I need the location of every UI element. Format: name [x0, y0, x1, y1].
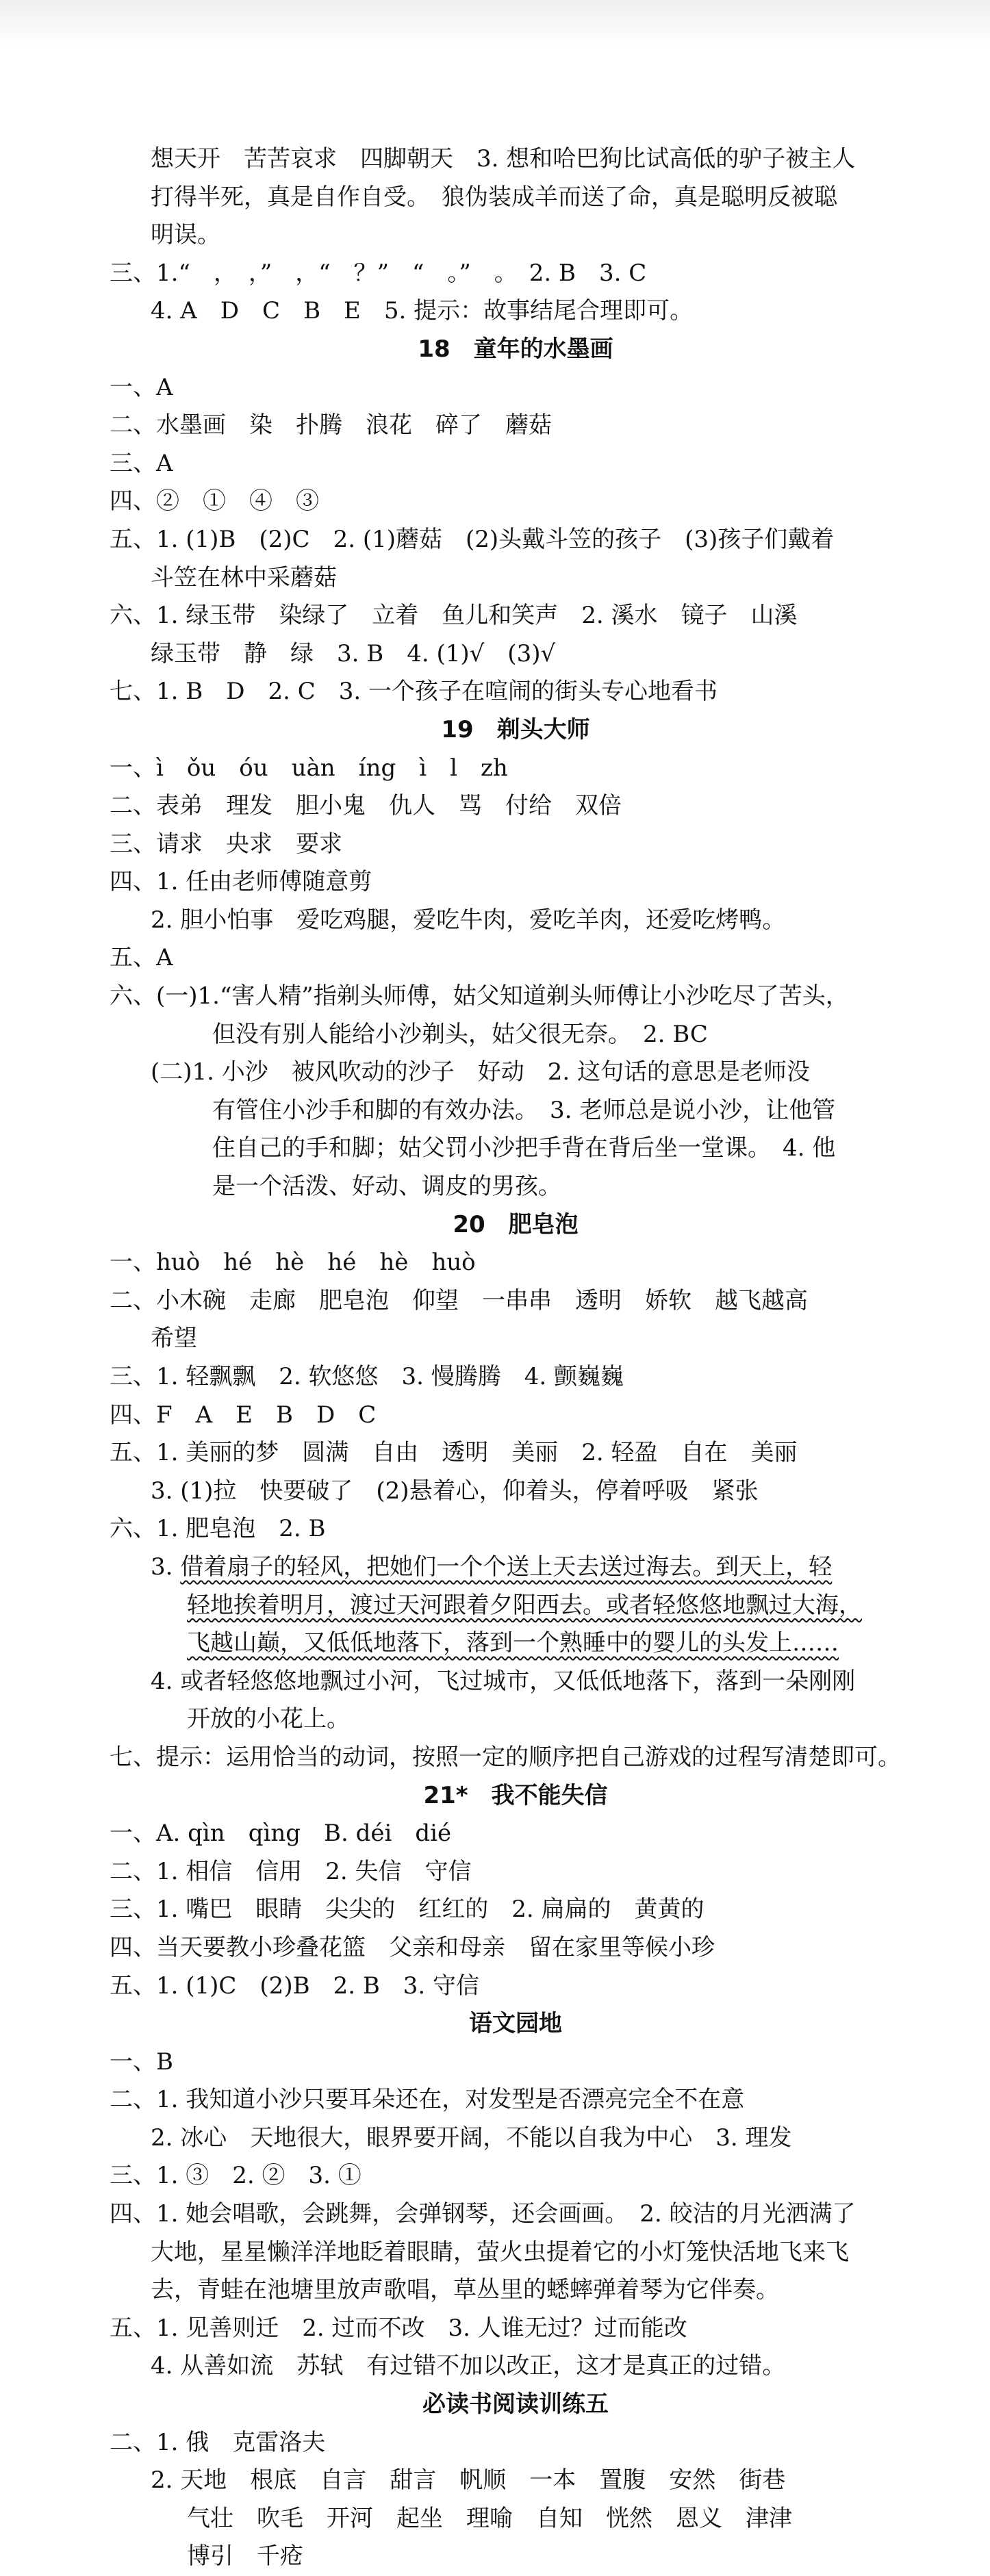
answer-line: [110, 2424, 922, 2462]
answer-text: 六、(一)1.“害人精”指剃头师傅，姑父知道剃头师傅让小沙吃尽了苦头，: [110, 982, 849, 1010]
answer-text: 五、1. (1)B (2)C 2. (1)蘑菇 (2)头戴斗笠的孩子 (3)孩子们戴着: [110, 525, 835, 553]
answer-line: [110, 140, 922, 179]
answer-line: [110, 2500, 922, 2538]
answer-text: 四、当天要教小珍叠花篮 父亲和母亲 留在家里等候小珍: [110, 1933, 715, 1961]
answer-line: [110, 2157, 922, 2195]
answer-line: [110, 673, 922, 711]
answer-line: [110, 826, 922, 864]
answer-line: [110, 1130, 922, 1168]
answer-text: 大地，星星懒洋洋地眨着眼睛，萤火虫提着它的小灯笼快活地飞来飞: [151, 2238, 849, 2266]
answer-line: [110, 863, 922, 902]
answer-line: [110, 559, 922, 598]
answer-text: 4. 从善如流 苏轼 有过错不加以改正，这才是真正的过错。: [151, 2352, 786, 2380]
answer-text: 四、1. 她会唱歌，会跳舞，会弹钢琴，还会画画。 2. 皎洁的月光洒满了: [110, 2200, 856, 2228]
answer-text: 五、1. 见善则迁 2. 过而不改 3. 人谁无过？过而能改: [110, 2314, 687, 2342]
answer-line: [110, 1587, 922, 1625]
answer-line: [110, 483, 922, 521]
scan-top-shadow: [0, 0, 990, 48]
answer-text: 六、1. 肥皂泡 2. B: [110, 1515, 326, 1543]
answer-text: 二、表弟 理发 胆小鬼 仇人 骂 付给 双倍: [110, 792, 622, 820]
answer-text: 六、1. 绿玉带 染绿了 立着 鱼儿和笑声 2. 溪水 镜子 山溪: [110, 602, 798, 630]
answer-text: 二、1. 相信 信用 2. 失信 守信: [110, 1857, 472, 1885]
answer-text: 希望: [151, 1325, 197, 1353]
answer-text: 三、1. 嘴巴 眼睛 尖尖的 红红的 2. 扁扁的 黄黄的: [110, 1896, 705, 1924]
answer-line: [110, 1548, 922, 1587]
answer-line: [110, 1092, 922, 1130]
answer-line: [110, 1700, 922, 1739]
answer-text: 二、1. 俄 克雷洛夫: [110, 2428, 326, 2456]
answer-text: 七、1. B D 2. C 3. 一个孩子在喧闹的街头专心地看书: [110, 678, 718, 706]
answer-text: 一、B: [110, 2048, 173, 2076]
answer-text: 四、② ① ④ ③: [110, 487, 319, 515]
answer-line: [110, 1663, 922, 1701]
answer-text: 有管住小沙手和脚的有效办法。 3. 老师总是说小沙，让他管: [212, 1096, 836, 1124]
answer-line: [110, 2310, 922, 2348]
answer-key-page: [110, 140, 922, 2576]
answer-text: 三、1.“ ， ，” ，“ ？” “ 。” 。 2. B 3. C: [110, 259, 647, 287]
answer-line: [110, 939, 922, 978]
answer-line: [110, 978, 922, 1016]
answer-text: 开放的小花上。: [187, 1705, 350, 1733]
answer-line: [110, 1853, 922, 1891]
section-title: 语文园地: [469, 2010, 562, 2038]
answer-text: 博引 千疮: [187, 2542, 303, 2571]
answer-text: 七、提示：运用恰当的动词，按照一定的顺序把自己游戏的过程写清楚即可。: [110, 1743, 901, 1771]
answer-text: 2. 冰心 天地很大，眼界要开阔，不能以自我为中心 3. 理发: [151, 2124, 792, 2152]
answer-line: [110, 2195, 922, 2234]
answer-line: [110, 2271, 922, 2310]
answer-line: [110, 1397, 922, 1435]
answer-line: [110, 2081, 922, 2119]
answer-line: [110, 2462, 922, 2500]
answer-line: [110, 1891, 922, 1929]
answer-text: 三、A: [110, 449, 173, 477]
answer-text: 4. A D C B E 5. 提示：故事结尾合理即可。: [151, 297, 694, 325]
answer-line: [110, 1244, 922, 1282]
answer-text: 五、A: [110, 944, 173, 972]
answer-text: 去，青蛙在池塘里放声歌唱，草丛里的蟋蟀弹着琴为它伴奏。: [151, 2276, 779, 2304]
answer-line: [110, 179, 922, 217]
answer-text: 斗笠在林中采蘑菇: [151, 563, 337, 591]
section-title: 必读书阅读训练五: [422, 2390, 609, 2419]
answer-text: 二、水墨画 染 扑腾 浪花 碎了 蘑菇: [110, 411, 552, 439]
answer-text: 三、1. 轻飘飘 2. 软悠悠 3. 慢腾腾 4. 颤巍巍: [110, 1363, 624, 1390]
answer-text: 住自己的手和脚；姑父罚小沙把手背在背后坐一堂课。 4. 他: [212, 1134, 836, 1162]
answer-text: 但没有别人能给小沙剃头，姑父很无奈。 2. BC: [212, 1020, 708, 1048]
answer-line: [110, 1016, 922, 1054]
answer-text: 3. (1)拉 快要破了 (2)悬着心，仰着头，停着呼吸 紧张: [151, 1477, 759, 1505]
answer-text: 2. 胆小怕事 爱吃鸡腿，爱吃牛肉，爱吃羊肉，还爱吃烤鸭。: [151, 906, 786, 934]
answer-text: 四、F A E B D C: [110, 1401, 377, 1429]
answer-line: [110, 369, 922, 407]
answer-text: 明误。: [151, 221, 220, 249]
answer-line: [110, 1739, 922, 1777]
answer-text: 三、1. ③ 2. ② 3. ①: [110, 2162, 361, 2190]
answer-text: 一、ì ǒu óu uàn íng ì l zh: [110, 754, 508, 782]
wavy-underlined-text: 轻地挨着明月，渡过天河跟着夕阳西去。或者轻悠悠地飘过大海，: [187, 1591, 862, 1619]
answer-line: [110, 445, 922, 483]
answer-text: 五、1. 美丽的梦 圆满 自由 透明 美丽 2. 轻盈 自在 美丽: [110, 1439, 798, 1467]
answer-line: [110, 2347, 922, 2386]
section-title: 18 童年的水墨画: [418, 335, 613, 363]
answer-text: 二、1. 我知道小沙只要耳朵还在，对发型是否漂亮完全不在意: [110, 2086, 745, 2114]
answer-line: [110, 787, 922, 826]
answer-text: 一、A. qìn qìng B. déi dié: [110, 1820, 452, 1848]
answer-text: 2. 天地 根底 自言 甜言 帆顺 一本 置腹 安然 街巷: [151, 2466, 786, 2495]
answer-line: [110, 292, 922, 331]
answer-line: [110, 1054, 922, 1092]
answer-line: [110, 1434, 922, 1472]
answer-line: [110, 2043, 922, 2082]
answer-line: [110, 2119, 922, 2158]
answer-line: [110, 407, 922, 445]
answer-text: 4. 或者轻悠悠地飘过小河，飞过城市，又低低地落下，落到一朵刚刚: [151, 1667, 856, 1695]
answer-line: [110, 521, 922, 559]
wavy-underlined-text: 借着扇子的轻风，把她们一个个送上天去送过海去。到天上，轻: [180, 1553, 833, 1581]
answer-line: [110, 750, 922, 788]
answer-line: [110, 635, 922, 674]
answer-line: [110, 1282, 922, 1321]
answer-line: [110, 1624, 922, 1663]
answer-text: 五、1. (1)C (2)B 2. B 3. 守信: [110, 1972, 480, 2000]
answer-line: [110, 1929, 922, 1967]
answer-line: [110, 216, 922, 255]
answer-text: 四、1. 任由老师傅随意剪: [110, 868, 372, 896]
answer-text: 一、A: [110, 373, 173, 401]
answer-line: [110, 1358, 922, 1397]
answer-text: 绿玉带 静 绿 3. B 4. (1)√ (3)√: [151, 639, 556, 667]
answer-line: [110, 2234, 922, 2272]
section-title: 20 肥皂泡: [453, 1210, 579, 1238]
answer-line: [110, 255, 922, 293]
section-title: 21* 我不能失信: [423, 1781, 608, 1809]
wavy-underlined-text: 飞越山巅，又低低地落下，落到一个熟睡中的婴儿的头发上……: [187, 1629, 839, 1657]
answer-text: 打得半死，真是自作自受。 狼伪装成羊而送了命，真是聪明反被聪: [151, 183, 837, 211]
answer-text: 想天开 苦苦哀求 四脚朝天 3. 想和哈巴狗比试高低的驴子被主人: [151, 145, 856, 173]
answer-text: (二)1. 小沙 被风吹动的沙子 好动 2. 这句话的意思是老师没: [151, 1058, 811, 1086]
answer-line: [110, 1472, 922, 1511]
answer-line: [110, 1320, 922, 1358]
answer-text: 二、小木碗 走廊 肥皂泡 仰望 一串串 透明 娇软 越飞越高: [110, 1286, 808, 1314]
answer-text: 三、请求 央求 要求: [110, 830, 342, 858]
answer-number: 3.: [151, 1553, 181, 1581]
answer-line: [110, 2538, 922, 2576]
answer-line: [110, 1510, 922, 1548]
answer-line: [110, 597, 922, 635]
answer-text: 一、huò hé hè hé hè huò: [110, 1249, 476, 1277]
section-title: 19 剃头大师: [441, 715, 590, 743]
answer-line: [110, 1815, 922, 1853]
answer-text: 是一个活泼、好动、调皮的男孩。: [212, 1173, 561, 1201]
answer-text: 气壮 吹毛 开河 起坐 理喻 自知 恍然 恩义 津津: [187, 2504, 792, 2532]
answer-line: [110, 902, 922, 940]
answer-line: [110, 1967, 922, 2006]
answer-line: [110, 1168, 922, 1206]
